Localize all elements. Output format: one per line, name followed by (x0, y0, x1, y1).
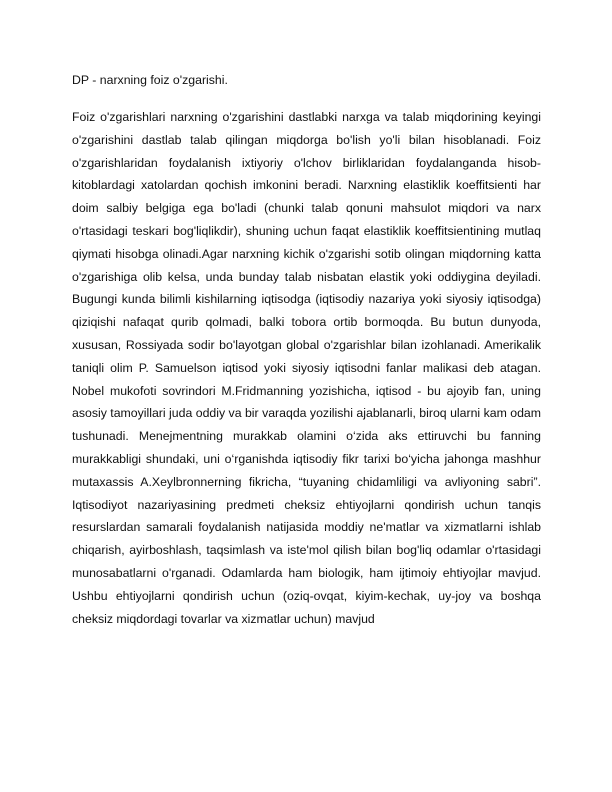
document-body-paragraph: Foiz o'zgarishlari narxning o'zgarishini dastlabki narxga va talab miqdorining keyingi o'zgarishini dastlab talab qilingan miqdorga bo'lish yo'li bilan hisoblanadi. Foiz o'zgarishlaridan foydalanish ixtiyoriy o'lchov birliklaridan foydalanganda hisob-kitoblardagi xatolardan qochish imkonini beradi. Narxning elastiklik koeffitsienti har doim salbiy belgiga ega bo'ladi (chunki talab qonuni mahsulot miqdori va narx o'rtasidagi teskari bog'liqlikdir), shuning uchun faqat elastiklik koeffitsientining mutlaq qiymati hisobga olinadi.Agar narxning kichik o'zgarishi sotib olingan miqdorning katta o'zgarishiga olib kelsa, unda bunday talab nisbatan elastik yoki oddiygina deyiladi. Bugungi kunda bilimli kishilarning iqtisodga (iqtisodiy nazariya yoki siyosiy iqtisodga) qiziqishi nafaqat qurib qolmadi, balki tobora ortib bormoqda. Bu butun dunyoda, xususan, Rossiyada sodir bo'layotgan global o'zgarishlar bilan izohlanadi. Amerikalik taniqli olim P. Samuelson iqtisod yoki siyosiy iqtisodni fanlar malikasi deb atagan. Nobel mukofoti sovrindori M.Fridmanning yozishicha, iqtisod - bu ajoyib fan, uning asosiy tamoyillari juda oddiy va bir varaqda yozilishi ajablanarli, biroq ularni kam odam tushunadi. Menejmentning murakkab olamini o‘zida aks ettiruvchi bu fanning murakkabligi shundaki, uni o‘rganishda iqtisodiy fikr tarixi bo‘yicha jahonga mashhur mutaxassis A.Xeylbronnerning fikricha, “tuyaning chidamliligi va avliyoning sabri”. Iqtisodiyot nazariyasining predmeti cheksiz ehtiyojlarni qondirish uchun tanqis resurslardan samarali foydalanish natijasida moddiy ne'matlar va xizmatlarni ishlab chiqarish, ayirboshlash, taqsimlash va iste'mol qilish bilan bog'liq odamlar o'rtasidagi munosabatlarni o'rganadi. Odamlarda ham biologik, ham ijtimoiy ehtiyojlar mavjud. Ushbu ehtiyojlarni qondirish uchun (oziq-ovqat, kiyim-kechak, uy-joy va boshqa cheksiz miqdordagi tovarlar va xizmatlar uchun) mavjud (72, 110, 541, 626)
document-heading: DP - narxning foiz o'zgarishi. (72, 73, 228, 87)
